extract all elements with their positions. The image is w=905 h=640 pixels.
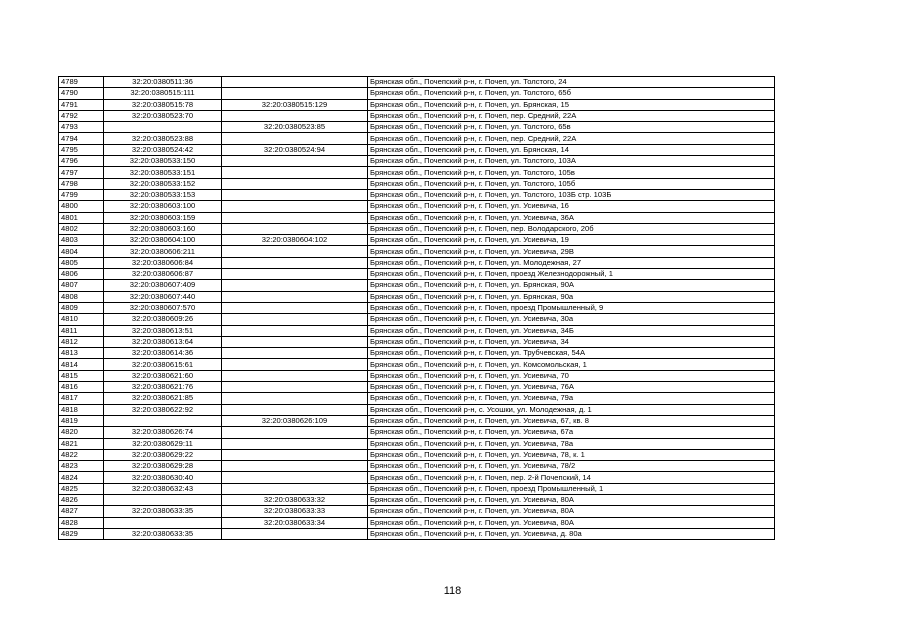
building-number-cell [222, 257, 368, 268]
row-number-cell: 4805 [59, 257, 104, 268]
address-cell: Брянская обл., Почепский р-н, г. Почеп, ул. Брянская, 90А [368, 280, 775, 291]
address-cell: Брянская обл., Почепский р-н, г. Почеп, ул. Усиевича, 34Б [368, 325, 775, 336]
table-row [59, 325, 775, 336]
table-row [59, 359, 775, 370]
row-number-cell: 4809 [59, 302, 104, 313]
cadastral-number-cell: 32:20:0380603:100 [104, 201, 222, 212]
row-number-cell: 4826 [59, 494, 104, 505]
address-cell: Брянская обл., Почепский р-н, г. Почеп, ул. Брянская, 14 [368, 144, 775, 155]
row-number-cell: 4793 [59, 122, 104, 133]
address-cell: Брянская обл., Почепский р-н, г. Почеп, ул. Брянская, 15 [368, 99, 775, 110]
row-number-cell: 4792 [59, 110, 104, 121]
building-number-cell [222, 314, 368, 325]
address-cell: Брянская обл., Почепский р-н, г. Почеп, ул. Толстого, 105в [368, 167, 775, 178]
row-number-cell: 4806 [59, 269, 104, 280]
building-number-cell [222, 291, 368, 302]
table-row [59, 415, 775, 426]
table-row [59, 77, 775, 88]
row-number-cell: 4799 [59, 189, 104, 200]
row-number-cell: 4798 [59, 178, 104, 189]
building-number-cell: 32:20:0380515:129 [222, 99, 368, 110]
building-number-cell [222, 88, 368, 99]
table-row [59, 370, 775, 381]
building-number-cell [222, 302, 368, 313]
building-number-cell [222, 280, 368, 291]
row-number-cell: 4827 [59, 506, 104, 517]
row-number-cell: 4816 [59, 382, 104, 393]
cadastral-number-cell: 32:20:0380629:22 [104, 449, 222, 460]
building-number-cell: 32:20:0380626:109 [222, 415, 368, 426]
table-row [59, 506, 775, 517]
row-number-cell: 4804 [59, 246, 104, 257]
row-number-cell: 4815 [59, 370, 104, 381]
cadastral-number-cell: 32:20:0380523:88 [104, 133, 222, 144]
row-number-cell: 4822 [59, 449, 104, 460]
building-number-cell [222, 212, 368, 223]
address-cell: Брянская обл., Почепский р-н, г. Почеп, пер. 2-й Почепский, 14 [368, 472, 775, 483]
row-number-cell: 4808 [59, 291, 104, 302]
cadastral-number-cell [104, 415, 222, 426]
row-number-cell: 4802 [59, 223, 104, 234]
address-cell: Брянская обл., Почепский р-н, г. Почеп, ул. Усиевича, 16 [368, 201, 775, 212]
cadastral-number-cell: 32:20:0380524:42 [104, 144, 222, 155]
table-row [59, 427, 775, 438]
row-number-cell: 4828 [59, 517, 104, 528]
cadastral-number-cell: 32:20:0380533:152 [104, 178, 222, 189]
building-number-cell [222, 348, 368, 359]
address-cell: Брянская обл., Почепский р-н, г. Почеп, ул. Толстого, 103А [368, 156, 775, 167]
table-row [59, 223, 775, 234]
row-number-cell: 4794 [59, 133, 104, 144]
row-number-cell: 4825 [59, 483, 104, 494]
address-cell: Брянская обл., Почепский р-н, г. Почеп, проезд Промышленный, 9 [368, 302, 775, 313]
cadastral-number-cell: 32:20:0380613:51 [104, 325, 222, 336]
building-number-cell [222, 528, 368, 539]
cadastral-number-cell: 32:20:0380533:150 [104, 156, 222, 167]
cadastral-table [58, 76, 775, 540]
table-row [59, 88, 775, 99]
cadastral-number-cell: 32:20:0380604:100 [104, 235, 222, 246]
address-cell: Брянская обл., Почепский р-н, г. Почеп, проезд Железнодорожный, 1 [368, 269, 775, 280]
table-row [59, 404, 775, 415]
address-cell: Брянская обл., Почепский р-н, г. Почеп, ул. Усиевича, 80А [368, 517, 775, 528]
table-row [59, 302, 775, 313]
building-number-cell: 32:20:0380604:102 [222, 235, 368, 246]
table-row [59, 110, 775, 121]
table-row [59, 269, 775, 280]
row-number-cell: 4823 [59, 461, 104, 472]
building-number-cell: 32:20:0380633:32 [222, 494, 368, 505]
table-row [59, 178, 775, 189]
row-number-cell: 4790 [59, 88, 104, 99]
cadastral-number-cell: 32:20:0380511:36 [104, 77, 222, 88]
cadastral-number-cell [104, 494, 222, 505]
address-cell: Брянская обл., Почепский р-н, г. Почеп, ул. Усиевича, 80А [368, 506, 775, 517]
cadastral-number-cell [104, 122, 222, 133]
table-row [59, 291, 775, 302]
cadastral-number-cell: 32:20:0380515:78 [104, 99, 222, 110]
table-row [59, 382, 775, 393]
address-cell: Брянская обл., Почепский р-н, г. Почеп, ул. Усиевича, 79а [368, 393, 775, 404]
cadastral-number-cell: 32:20:0380629:11 [104, 438, 222, 449]
cadastral-table-body [59, 77, 775, 540]
table-row [59, 99, 775, 110]
table-row [59, 393, 775, 404]
cadastral-number-cell: 32:20:0380515:111 [104, 88, 222, 99]
cadastral-number-cell: 32:20:0380621:60 [104, 370, 222, 381]
table-row [59, 336, 775, 347]
cadastral-number-cell: 32:20:0380607:409 [104, 280, 222, 291]
row-number-cell: 4821 [59, 438, 104, 449]
table-row [59, 201, 775, 212]
row-number-cell: 4813 [59, 348, 104, 359]
row-number-cell: 4819 [59, 415, 104, 426]
address-cell: Брянская обл., Почепский р-н, г. Почеп, ул. Усиевича, 76А [368, 382, 775, 393]
row-number-cell: 4797 [59, 167, 104, 178]
address-cell: Брянская обл., Почепский р-н, г. Почеп, ул. Усиевича, 67а [368, 427, 775, 438]
building-number-cell [222, 404, 368, 415]
building-number-cell [222, 382, 368, 393]
address-cell: Брянская обл., Почепский р-н, г. Почеп, ул. Молодежная, 27 [368, 257, 775, 268]
cadastral-number-cell: 32:20:0380626:74 [104, 427, 222, 438]
cadastral-number-cell [104, 517, 222, 528]
cadastral-number-cell: 32:20:0380606:84 [104, 257, 222, 268]
address-cell: Брянская обл., Почепский р-н, г. Почеп, пер. Володарского, 20б [368, 223, 775, 234]
cadastral-number-cell: 32:20:0380633:35 [104, 528, 222, 539]
row-number-cell: 4818 [59, 404, 104, 415]
building-number-cell [222, 269, 368, 280]
cadastral-number-cell: 32:20:0380523:70 [104, 110, 222, 121]
row-number-cell: 4812 [59, 336, 104, 347]
address-cell: Брянская обл., Почепский р-н, г. Почеп, ул. Толстого, 103Б стр. 103Б [368, 189, 775, 200]
row-number-cell: 4814 [59, 359, 104, 370]
address-cell: Брянская обл., Почепский р-н, г. Почеп, ул. Толстого, 24 [368, 77, 775, 88]
row-number-cell: 4807 [59, 280, 104, 291]
cadastral-number-cell: 32:20:0380607:570 [104, 302, 222, 313]
row-number-cell: 4801 [59, 212, 104, 223]
building-number-cell [222, 223, 368, 234]
address-cell: Брянская обл., Почепский р-н, г. Почеп, ул. Усиевича, 67, кв. 8 [368, 415, 775, 426]
cadastral-number-cell: 32:20:0380629:28 [104, 461, 222, 472]
address-cell: Брянская обл., Почепский р-н, г. Почеп, ул. Толстого, 105б [368, 178, 775, 189]
building-number-cell: 32:20:0380524:94 [222, 144, 368, 155]
building-number-cell [222, 461, 368, 472]
cadastral-number-cell: 32:20:0380533:151 [104, 167, 222, 178]
row-number-cell: 4800 [59, 201, 104, 212]
cadastral-number-cell: 32:20:0380606:211 [104, 246, 222, 257]
address-cell: Брянская обл., Почепский р-н, г. Почеп, ул. Усиевича, 70 [368, 370, 775, 381]
building-number-cell [222, 201, 368, 212]
building-number-cell [222, 449, 368, 460]
cadastral-number-cell: 32:20:0380621:85 [104, 393, 222, 404]
row-number-cell: 4795 [59, 144, 104, 155]
building-number-cell [222, 370, 368, 381]
table-row [59, 144, 775, 155]
cadastral-number-cell: 32:20:0380633:35 [104, 506, 222, 517]
cadastral-number-cell: 32:20:0380622:92 [104, 404, 222, 415]
table-row [59, 133, 775, 144]
page-number: 118 [443, 585, 462, 597]
table-row [59, 156, 775, 167]
building-number-cell [222, 167, 368, 178]
table-row [59, 528, 775, 539]
table-row [59, 438, 775, 449]
cadastral-number-cell: 32:20:0380603:159 [104, 212, 222, 223]
address-cell: Брянская обл., Почепский р-н, г. Почеп, ул. Усиевича, 29В [368, 246, 775, 257]
row-number-cell: 4791 [59, 99, 104, 110]
building-number-cell [222, 359, 368, 370]
table-row [59, 314, 775, 325]
cadastral-number-cell: 32:20:0380609:26 [104, 314, 222, 325]
cadastral-number-cell: 32:20:0380607:440 [104, 291, 222, 302]
table-row [59, 449, 775, 460]
building-number-cell: 32:20:0380523:85 [222, 122, 368, 133]
cadastral-number-cell: 32:20:0380613:64 [104, 336, 222, 347]
table-row [59, 280, 775, 291]
building-number-cell [222, 178, 368, 189]
building-number-cell [222, 246, 368, 257]
table-row [59, 517, 775, 528]
address-cell: Брянская обл., Почепский р-н, г. Почеп, ул. Комсомольская, 1 [368, 359, 775, 370]
table-row [59, 122, 775, 133]
row-number-cell: 4817 [59, 393, 104, 404]
cadastral-number-cell: 32:20:0380614:36 [104, 348, 222, 359]
address-cell: Брянская обл., Почепский р-н, г. Почеп, ул. Усиевича, д. 80а [368, 528, 775, 539]
table-row [59, 494, 775, 505]
address-cell: Брянская обл., Почепский р-н, г. Почеп, ул. Усиевича, 19 [368, 235, 775, 246]
row-number-cell: 4829 [59, 528, 104, 539]
row-number-cell: 4811 [59, 325, 104, 336]
building-number-cell [222, 325, 368, 336]
building-number-cell [222, 483, 368, 494]
address-cell: Брянская обл., Почепский р-н, г. Почеп, ул. Трубчевская, 54А [368, 348, 775, 359]
address-cell: Брянская обл., Почепский р-н, г. Почеп, ул. Толстого, 65в [368, 122, 775, 133]
table-row [59, 483, 775, 494]
building-number-cell: 32:20:0380633:34 [222, 517, 368, 528]
address-cell: Брянская обл., Почепский р-н, г. Почеп, ул. Усиевича, 80А [368, 494, 775, 505]
cadastral-number-cell: 32:20:0380632:43 [104, 483, 222, 494]
address-cell: Брянская обл., Почепский р-н, с. Усошки, ул. Молодежная, д. 1 [368, 404, 775, 415]
address-cell: Брянская обл., Почепский р-н, г. Почеп, ул. Усиевича, 78/2 [368, 461, 775, 472]
row-number-cell: 4820 [59, 427, 104, 438]
address-cell: Брянская обл., Почепский р-н, г. Почеп, ул. Толстого, 65б [368, 88, 775, 99]
row-number-cell: 4796 [59, 156, 104, 167]
address-cell: Брянская обл., Почепский р-н, г. Почеп, пер. Средний, 22А [368, 133, 775, 144]
address-cell: Брянская обл., Почепский р-н, г. Почеп, проезд Промышленный, 1 [368, 483, 775, 494]
cadastral-number-cell: 32:20:0380630:40 [104, 472, 222, 483]
cadastral-number-cell: 32:20:0380621:76 [104, 382, 222, 393]
cadastral-number-cell: 32:20:0380615:61 [104, 359, 222, 370]
address-cell: Брянская обл., Почепский р-н, г. Почеп, пер. Средний, 22А [368, 110, 775, 121]
building-number-cell [222, 393, 368, 404]
table-row [59, 167, 775, 178]
row-number-cell: 4810 [59, 314, 104, 325]
row-number-cell: 4803 [59, 235, 104, 246]
building-number-cell [222, 427, 368, 438]
cadastral-number-cell: 32:20:0380533:153 [104, 189, 222, 200]
building-number-cell [222, 438, 368, 449]
address-cell: Брянская обл., Почепский р-н, г. Почеп, ул. Усиевича, 78а [368, 438, 775, 449]
building-number-cell [222, 336, 368, 347]
building-number-cell [222, 472, 368, 483]
building-number-cell [222, 133, 368, 144]
address-cell: Брянская обл., Почепский р-н, г. Почеп, ул. Усиевича, 30а [368, 314, 775, 325]
table-row [59, 246, 775, 257]
table-row [59, 461, 775, 472]
table-row [59, 257, 775, 268]
table-row [59, 189, 775, 200]
cadastral-number-cell: 32:20:0380606:87 [104, 269, 222, 280]
table-row [59, 472, 775, 483]
address-cell: Брянская обл., Почепский р-н, г. Почеп, ул. Усиевича, 34 [368, 336, 775, 347]
building-number-cell [222, 77, 368, 88]
table-row [59, 235, 775, 246]
address-cell: Брянская обл., Почепский р-н, г. Почеп, ул. Усиевича, 36А [368, 212, 775, 223]
table-row [59, 348, 775, 359]
row-number-cell: 4789 [59, 77, 104, 88]
cadastral-number-cell: 32:20:0380603:160 [104, 223, 222, 234]
table-row [59, 212, 775, 223]
row-number-cell: 4824 [59, 472, 104, 483]
address-cell: Брянская обл., Почепский р-н, г. Почеп, ул. Усиевича, 78, к. 1 [368, 449, 775, 460]
building-number-cell [222, 189, 368, 200]
building-number-cell: 32:20:0380633:33 [222, 506, 368, 517]
building-number-cell [222, 110, 368, 121]
building-number-cell [222, 156, 368, 167]
address-cell: Брянская обл., Почепский р-н, г. Почеп, ул. Брянская, 90а [368, 291, 775, 302]
